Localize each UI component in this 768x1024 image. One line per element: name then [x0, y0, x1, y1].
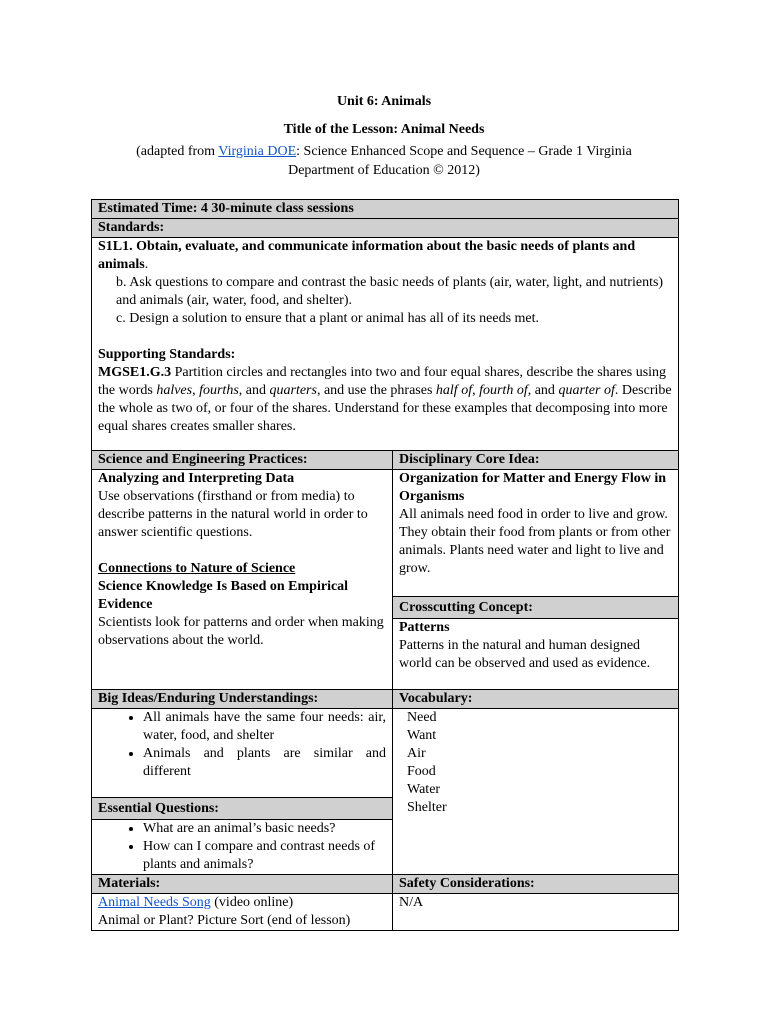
- standards-header-row: [92, 219, 679, 238]
- standard-mgse: MGSE1.G.3 Partition circles and rectangles into two and four equal shares, describe the shares using the words halves, fourths, and quarters, and use the phrases half of, fourth of, and quarter of. Describe the whole as two of, or four of the shares. Understand for these examples that decomposing into more equal shares creates smaller shares.: [98, 365, 672, 434]
- virginia-doe-link[interactable]: Virginia DOE: [218, 144, 297, 159]
- crosscutting-header: Crosscutting Concept:: [393, 597, 679, 619]
- practices-header: Science and Engineering Practices:: [92, 451, 393, 470]
- lesson-title: Title of the Lesson: Animal Needs: [283, 122, 485, 137]
- vocab-word: Shelter: [407, 800, 447, 815]
- vocabulary-header: Vocabulary:: [393, 690, 679, 709]
- practices-header-row: [92, 451, 679, 470]
- unit-title: Unit 6: Animals: [336, 94, 432, 109]
- lesson-plan-table: [91, 199, 679, 931]
- core-idea-title: Organization for Matter and Energy Flow in Organisms: [399, 471, 667, 504]
- practices-title: Analyzing and Interpreting Data: [98, 471, 295, 486]
- core-idea-header: Disciplinary Core Idea:: [393, 451, 679, 470]
- big-ideas-cell: [92, 709, 393, 798]
- materials-cell: [92, 894, 393, 931]
- vocabulary-list: [399, 709, 672, 817]
- adapted-note: [0, 142, 768, 180]
- big-ideas-header-row: [92, 690, 679, 709]
- standard-item-c: c. Design a solution to ensure that a plant or animal has all of its needs met.: [116, 311, 540, 326]
- vocab-word: Need: [407, 710, 437, 725]
- vocab-word: Want: [407, 728, 437, 743]
- standards-label: Standards:: [92, 219, 679, 238]
- essential-questions-list: [98, 820, 386, 874]
- materials-line2: Animal or Plant? Picture Sort (end of lesson): [98, 913, 351, 928]
- big-ideas-list: [98, 709, 386, 781]
- practices-row: [92, 470, 679, 597]
- core-idea-cell: [393, 470, 679, 597]
- safety-header: Safety Considerations:: [393, 875, 679, 894]
- essential-questions-header: Essential Questions:: [92, 798, 393, 820]
- crosscutting-cell: [393, 619, 679, 690]
- adapted-line2: Department of Education © 2012): [288, 163, 480, 178]
- standards-cell: [92, 238, 679, 451]
- adapted-rest: : Science Enhanced Scope and Sequence – Grade 1 Virginia: [296, 144, 632, 159]
- essential-questions-cell: [92, 820, 393, 875]
- vocab-word: Water: [407, 782, 441, 797]
- list-item: • Animals and plants are similar and different: [143, 745, 386, 781]
- standards-row: [92, 238, 679, 451]
- animal-needs-song-link[interactable]: Animal Needs Song: [98, 895, 211, 910]
- standard-item-b: b. Ask questions to compare and contrast the basic needs of plants (air, water, light, and nutrients) and animals (air, water, food, and shelter).: [116, 275, 664, 308]
- vocabulary-cell: [393, 709, 679, 875]
- nos-title: Science Knowledge Is Based on Empirical Evidence: [98, 579, 349, 612]
- vocab-word: Air: [407, 746, 426, 761]
- big-ideas-row: [92, 709, 679, 798]
- materials-header-row: [92, 875, 679, 894]
- list-item: • How can I compare and contrast needs of plants and animals?: [143, 838, 386, 874]
- nos-text: Scientists look for patterns and order when making observations about the world.: [98, 615, 384, 648]
- materials-header: Materials:: [92, 875, 393, 894]
- vocab-word: Food: [407, 764, 436, 779]
- practices-text: Use observations (firsthand or from media) to describe patterns in the natural world in order to answer scientific questions.: [98, 489, 368, 540]
- adapted-prefix: (adapted from: [136, 144, 219, 159]
- materials-row: [92, 894, 679, 931]
- nos-heading: Connections to Nature of Science: [98, 561, 296, 576]
- materials-line1: Animal Needs Song (video online): [98, 895, 294, 910]
- standard-s1l1: S1L1. Obtain, evaluate, and communicate information about the basic needs of plants and animals.: [98, 239, 636, 272]
- crosscutting-title: Patterns: [399, 620, 450, 635]
- estimated-time: Estimated Time: 4 30-minute class sessions: [92, 200, 679, 219]
- practices-cell: [92, 470, 393, 690]
- list-item: • All animals have the same four needs: air, water, food, and shelter: [143, 709, 386, 745]
- safety-cell: N/A: [393, 894, 679, 931]
- supporting-standards-label: Supporting Standards:: [98, 347, 236, 362]
- estimated-time-row: [92, 200, 679, 219]
- core-idea-text: All animals need food in order to live and grow. They obtain their food from plants or from other animals. Plants need water and light to live and grow.: [399, 507, 671, 576]
- crosscutting-text: Patterns in the natural and human designed world can be observed and used as evidence.: [399, 638, 651, 671]
- big-ideas-header: Big Ideas/Enduring Understandings:: [92, 690, 393, 709]
- list-item: • What are an animal’s basic needs?: [143, 820, 386, 838]
